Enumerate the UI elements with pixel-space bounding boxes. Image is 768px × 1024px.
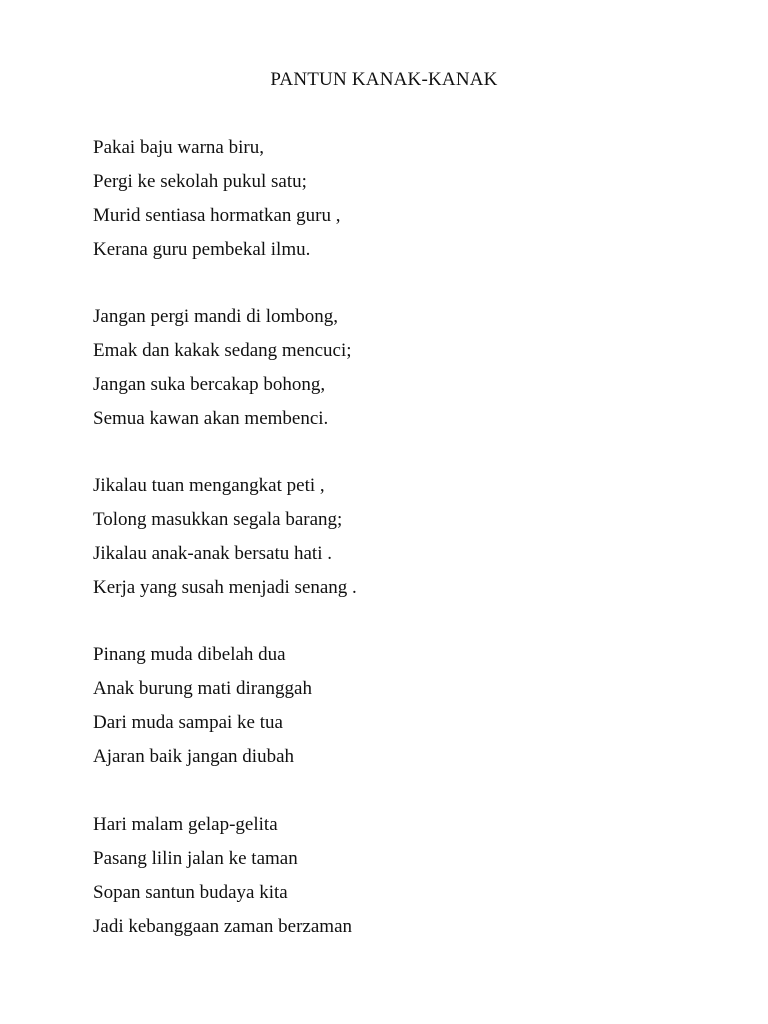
stanza-3 (93, 469, 357, 605)
stanza-line: Ajaran baik jangan diubah (93, 746, 295, 767)
stanza-line: Kerana guru pembekal ilmu. (93, 239, 311, 260)
stanza-4 (93, 638, 312, 774)
stanza-line: Pergi ke sekolah pukul satu; (93, 171, 307, 192)
stanza-line: Sopan santun budaya kita (93, 882, 288, 903)
stanza-line: Pinang muda dibelah dua (93, 644, 286, 665)
stanza-line: Jangan suka bercakap bohong, (93, 374, 326, 395)
stanza-line: Pakai baju warna biru, (93, 137, 264, 158)
stanza-line: Anak burung mati diranggah (93, 678, 312, 699)
stanza-line: Tolong masukkan segala barang; (93, 509, 343, 530)
stanza-line: Jadi kebanggaan zaman berzaman (93, 916, 353, 937)
stanza-line: Pasang lilin jalan ke taman (93, 848, 298, 869)
page-title: PANTUN KANAK-KANAK (270, 69, 498, 90)
stanza-5 (93, 808, 352, 944)
stanza-line: Jikalau tuan mengangkat peti , (93, 475, 325, 496)
stanza-line: Dari muda sampai ke tua (93, 712, 283, 733)
stanza-line: Jikalau anak-anak bersatu hati . (93, 543, 332, 564)
stanza-line: Murid sentiasa hormatkan guru , (93, 205, 341, 226)
stanza-line: Jangan pergi mandi di lombong, (93, 306, 339, 327)
stanza-line: Emak dan kakak sedang mencuci; (93, 340, 352, 361)
stanza-line: Hari malam gelap-gelita (93, 814, 278, 835)
stanza-2 (93, 300, 352, 436)
stanza-line: Kerja yang susah menjadi senang . (93, 577, 357, 598)
stanza-line: Semua kawan akan membenci. (93, 408, 329, 429)
stanza-1 (93, 131, 340, 267)
